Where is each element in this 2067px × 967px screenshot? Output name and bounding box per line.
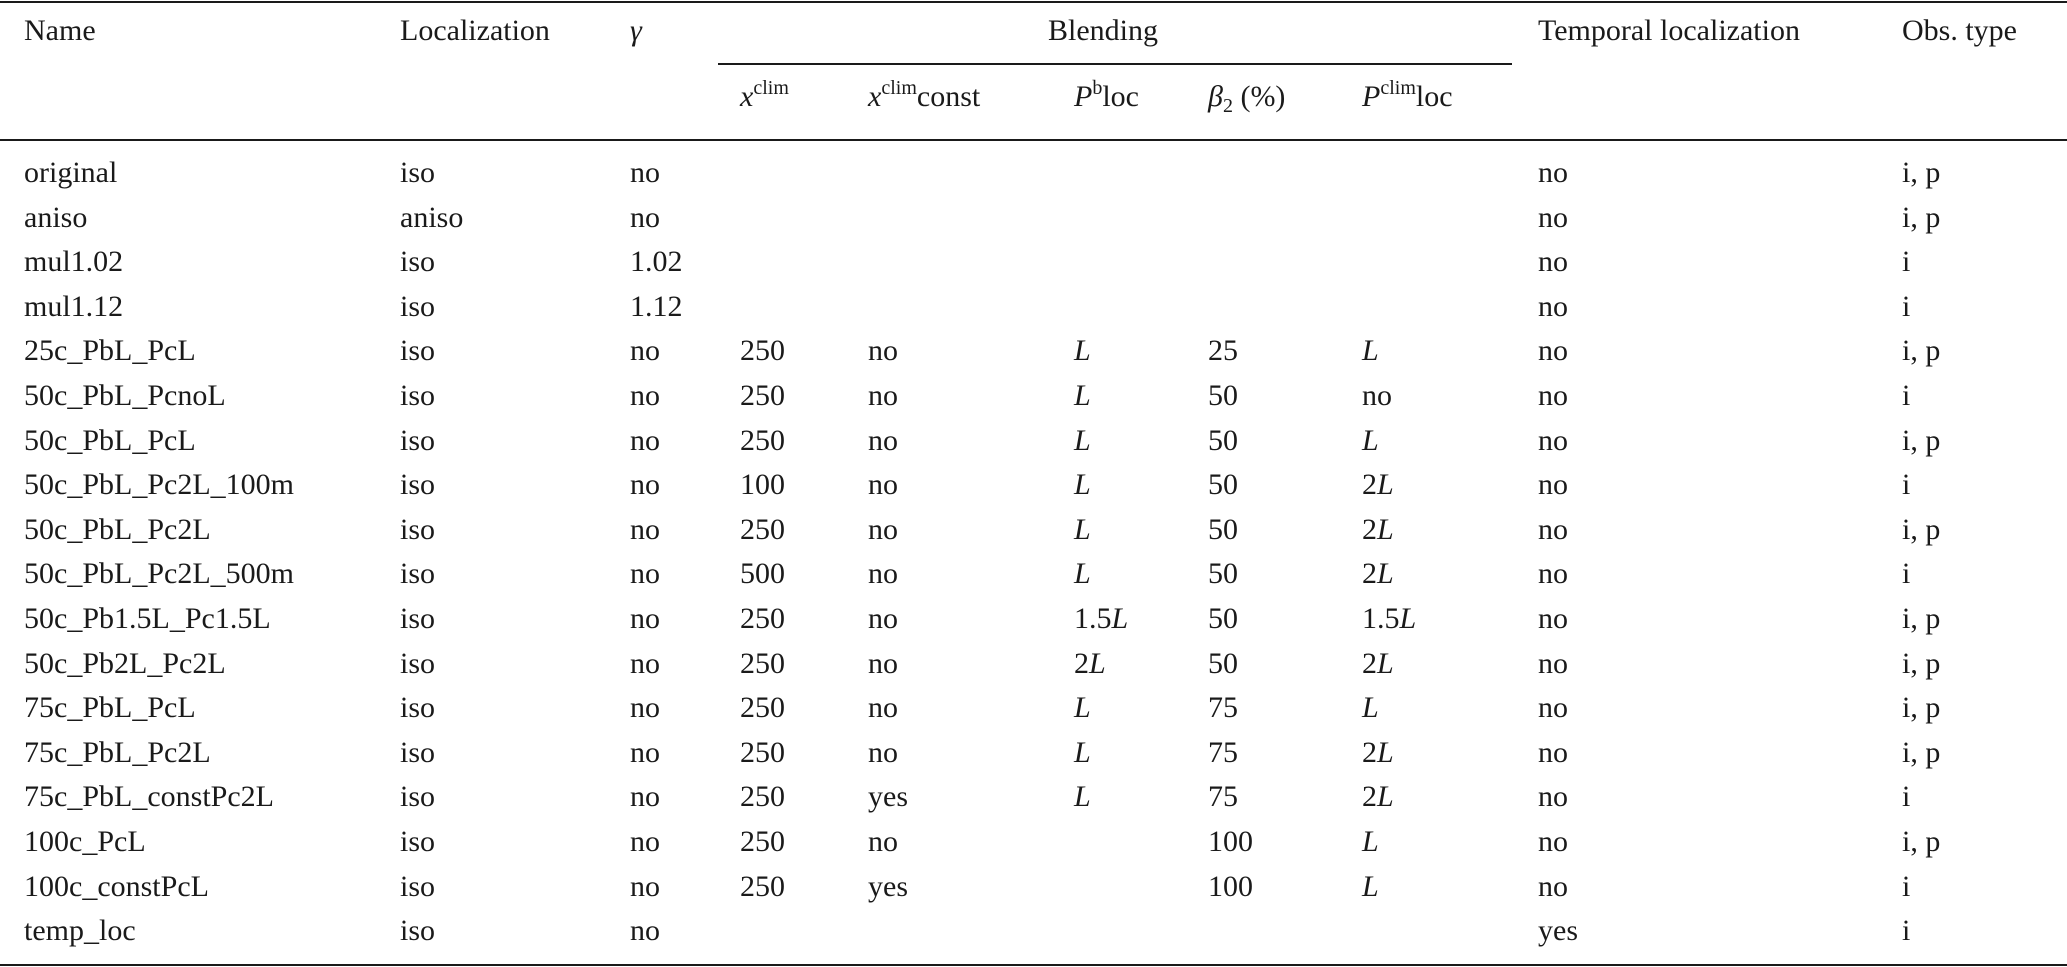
- cell-name: 25c_PbL_PcL: [24, 334, 196, 368]
- cell-pclim-loc: L: [1362, 334, 1379, 368]
- cell-beta2: 75: [1208, 780, 1238, 814]
- cell-beta2: 50: [1208, 379, 1238, 412]
- cell-temporal-localization: no: [1538, 557, 1568, 591]
- cell-pclim-loc: 2L: [1362, 512, 1394, 546]
- cell-name: 50c_PbL_PcnoL: [24, 379, 226, 412]
- cell-gamma: no: [630, 780, 660, 814]
- cell-xclim-const: no: [868, 423, 898, 457]
- cell-xclim-const: no: [868, 334, 898, 368]
- cell-name: mul1.02: [24, 245, 124, 279]
- cell-name: 50c_PbL_Pc2L: [24, 512, 211, 546]
- cell-beta2: 50: [1208, 557, 1238, 591]
- cell-localization: iso: [400, 914, 436, 948]
- cell-gamma: no: [630, 557, 660, 591]
- header-beta2: $\beta_2$ (%): [1208, 80, 1286, 117]
- cell-name: 50c_PbL_PcL: [24, 423, 196, 457]
- cell-localization: iso: [400, 512, 436, 546]
- cell-beta2: 100: [1208, 869, 1253, 903]
- cell-gamma: no: [630, 691, 660, 725]
- cell-gamma: no: [630, 334, 660, 368]
- cell-xclim-const: yes: [868, 869, 908, 903]
- cell-name: 50c_PbL_Pc2L_100m: [24, 468, 294, 502]
- cell-name: 50c_Pb2L_Pc2L: [24, 646, 226, 680]
- bottom-rule: [0, 964, 2067, 966]
- cell-pb-loc: L: [1074, 780, 1091, 814]
- cell-localization: iso: [400, 602, 436, 635]
- header-name: Name: [24, 14, 96, 47]
- cell-obs-type: i, p: [1902, 156, 1941, 189]
- cell-beta2: 50: [1208, 602, 1238, 635]
- cell-pclim-loc: 2L: [1362, 735, 1394, 769]
- cell-pclim-loc: L: [1362, 869, 1379, 903]
- cell-gamma: no: [630, 468, 660, 502]
- cell-gamma: no: [630, 602, 660, 635]
- cell-pb-loc: L: [1074, 735, 1091, 769]
- cell-obs-type: i: [1902, 869, 1911, 903]
- cell-localization: iso: [400, 557, 436, 591]
- cell-pb-loc: L: [1074, 512, 1091, 546]
- cell-beta2: 75: [1208, 691, 1238, 725]
- cell-pclim-loc: 2L: [1362, 468, 1394, 502]
- cell-obs-type: i, p: [1902, 512, 1941, 546]
- cell-name: 100c_constPcL: [24, 869, 209, 903]
- cell-obs-type: i, p: [1902, 200, 1941, 234]
- cell-pb-loc: 2L: [1074, 646, 1106, 680]
- cell-name: 100c_PcL: [24, 825, 146, 858]
- header-blending: Blending: [1048, 14, 1158, 47]
- cell-xclim-const: no: [868, 602, 898, 635]
- cell-obs-type: i, p: [1902, 691, 1941, 725]
- cell-beta2: 50: [1208, 646, 1238, 680]
- cell-xclim-const: no: [868, 646, 898, 680]
- cell-localization: iso: [400, 468, 436, 502]
- top-rule: [0, 1, 2067, 3]
- header-rule: [0, 139, 2067, 141]
- cell-pclim-loc: 2L: [1362, 780, 1394, 814]
- cell-xclim: 250: [740, 869, 785, 903]
- cell-pb-loc: L: [1074, 379, 1091, 412]
- cell-xclim: 250: [740, 512, 785, 546]
- cell-beta2: 25: [1208, 334, 1238, 368]
- cell-pb-loc: L: [1074, 334, 1091, 368]
- cell-name: mul1.12: [24, 289, 124, 323]
- cell-temporal-localization: no: [1538, 735, 1568, 769]
- cell-obs-type: i, p: [1902, 735, 1941, 769]
- cell-gamma: no: [630, 735, 660, 769]
- cell-localization: iso: [400, 379, 436, 412]
- cell-xclim-const: no: [868, 557, 898, 591]
- cell-localization: iso: [400, 825, 436, 858]
- cell-xclim: 250: [740, 334, 785, 368]
- cell-xclim: 250: [740, 379, 785, 412]
- cell-gamma: no: [630, 825, 660, 858]
- cell-xclim: 250: [740, 780, 785, 814]
- cell-obs-type: i: [1902, 557, 1911, 591]
- cell-localization: iso: [400, 245, 436, 279]
- cell-xclim-const: no: [868, 379, 898, 412]
- cell-beta2: 50: [1208, 512, 1238, 546]
- cell-name: 75c_PbL_PcL: [24, 691, 196, 725]
- cell-gamma: no: [630, 156, 660, 189]
- cell-temporal-localization: no: [1538, 334, 1568, 368]
- cell-temporal-localization: no: [1538, 245, 1568, 279]
- cell-temporal-localization: no: [1538, 468, 1568, 502]
- cell-xclim: 250: [740, 646, 785, 680]
- cell-xclim-const: yes: [868, 780, 908, 814]
- cell-beta2: 75: [1208, 735, 1238, 769]
- cell-obs-type: i, p: [1902, 334, 1941, 368]
- cell-xclim: 250: [740, 735, 785, 769]
- cell-obs-type: i, p: [1902, 646, 1941, 680]
- cell-obs-type: i: [1902, 914, 1911, 948]
- cell-gamma: no: [630, 914, 660, 948]
- cell-temporal-localization: no: [1538, 869, 1568, 903]
- cell-pb-loc: L: [1074, 468, 1091, 502]
- header-pb-loc: $P^bloc$: [1074, 77, 1139, 113]
- header-gamma: γ: [630, 14, 642, 47]
- cell-pb-loc: 1.5L: [1074, 602, 1129, 635]
- cell-name: 50c_Pb1.5L_Pc1.5L: [24, 602, 271, 635]
- header-temporal-localization: Temporal localization: [1538, 14, 1800, 47]
- cell-gamma: no: [630, 200, 660, 234]
- cell-obs-type: i: [1902, 245, 1911, 279]
- cell-temporal-localization: no: [1538, 602, 1568, 635]
- cell-pclim-loc: no: [1362, 379, 1392, 412]
- cell-temporal-localization: no: [1538, 379, 1568, 412]
- cell-name: 50c_PbL_Pc2L_500m: [24, 557, 294, 591]
- cell-temporal-localization: no: [1538, 512, 1568, 546]
- cell-temporal-localization: no: [1538, 646, 1568, 680]
- cell-gamma: no: [630, 423, 660, 457]
- cell-xclim: 250: [740, 423, 785, 457]
- cell-beta2: 50: [1208, 468, 1238, 502]
- cell-name: aniso: [24, 200, 88, 234]
- cell-xclim-const: no: [868, 691, 898, 725]
- cell-obs-type: i, p: [1902, 825, 1941, 858]
- header-xclim: $x^{clim}$: [740, 77, 789, 113]
- cell-localization: iso: [400, 156, 436, 189]
- cell-obs-type: i, p: [1902, 602, 1941, 635]
- cell-temporal-localization: yes: [1538, 914, 1578, 948]
- cell-name: 75c_PbL_constPc2L: [24, 780, 274, 814]
- header-localization: Localization: [400, 14, 550, 47]
- cell-xclim: 250: [740, 825, 785, 858]
- cell-name: 75c_PbL_Pc2L: [24, 735, 211, 769]
- cell-xclim-const: no: [868, 468, 898, 502]
- cell-pclim-loc: 2L: [1362, 646, 1394, 680]
- cell-localization: iso: [400, 691, 436, 725]
- cell-temporal-localization: no: [1538, 423, 1568, 457]
- cell-pb-loc: L: [1074, 557, 1091, 591]
- cell-xclim: 500: [740, 557, 785, 591]
- cell-xclim: 250: [740, 602, 785, 635]
- header-pclim-loc: $P^{clim}loc$: [1362, 77, 1453, 113]
- cell-localization: iso: [400, 735, 436, 769]
- cell-gamma: no: [630, 869, 660, 903]
- cell-name: original: [24, 156, 118, 189]
- cell-name: temp_loc: [24, 914, 136, 948]
- blending-group-rule: [718, 63, 1512, 65]
- cell-temporal-localization: no: [1538, 825, 1568, 858]
- cell-gamma: no: [630, 379, 660, 412]
- cell-localization: iso: [400, 423, 436, 457]
- cell-localization: aniso: [400, 200, 464, 234]
- cell-pclim-loc: L: [1362, 825, 1379, 858]
- cell-obs-type: i: [1902, 379, 1911, 412]
- cell-obs-type: i, p: [1902, 423, 1941, 457]
- cell-temporal-localization: no: [1538, 200, 1568, 234]
- cell-pclim-loc: 2L: [1362, 557, 1394, 591]
- cell-localization: iso: [400, 289, 436, 323]
- cell-pb-loc: L: [1074, 691, 1091, 725]
- cell-pclim-loc: L: [1362, 423, 1379, 457]
- header-xclim-const: $x^{clim}const$: [868, 77, 981, 113]
- cell-localization: iso: [400, 646, 436, 680]
- cell-beta2: 50: [1208, 423, 1238, 457]
- cell-obs-type: i: [1902, 468, 1911, 502]
- cell-temporal-localization: no: [1538, 691, 1568, 725]
- cell-gamma: no: [630, 646, 660, 680]
- cell-localization: iso: [400, 869, 436, 903]
- cell-obs-type: i: [1902, 289, 1911, 323]
- cell-pclim-loc: 1.5L: [1362, 602, 1417, 635]
- cell-temporal-localization: no: [1538, 289, 1568, 323]
- cell-xclim-const: no: [868, 512, 898, 546]
- cell-obs-type: i: [1902, 780, 1911, 814]
- cell-temporal-localization: no: [1538, 156, 1568, 189]
- cell-localization: iso: [400, 334, 436, 368]
- header-obs-type: Obs. type: [1902, 14, 2017, 47]
- cell-pb-loc: L: [1074, 423, 1091, 457]
- cell-xclim: 100: [740, 468, 785, 502]
- cell-localization: iso: [400, 780, 436, 814]
- cell-xclim: 250: [740, 691, 785, 725]
- cell-pclim-loc: L: [1362, 691, 1379, 725]
- cell-xclim-const: no: [868, 825, 898, 858]
- cell-gamma: 1.02: [630, 245, 683, 279]
- cell-xclim-const: no: [868, 735, 898, 769]
- cell-temporal-localization: no: [1538, 780, 1568, 814]
- cell-beta2: 100: [1208, 825, 1253, 858]
- cell-gamma: 1.12: [630, 289, 683, 323]
- cell-gamma: no: [630, 512, 660, 546]
